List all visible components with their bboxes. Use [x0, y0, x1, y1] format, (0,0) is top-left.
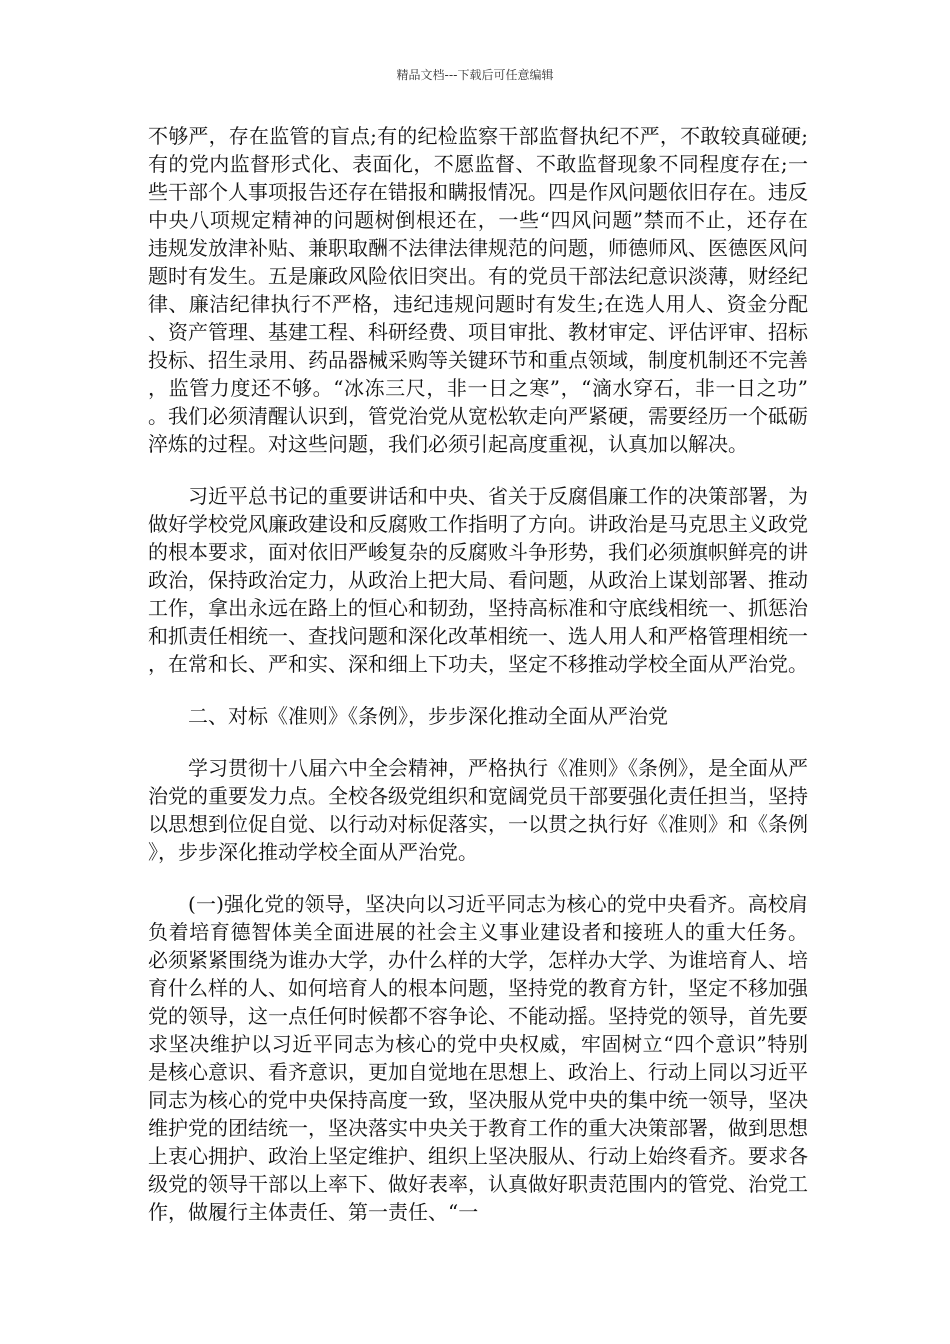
paragraph-continued: 不够严，存在监管的盲点;有的纪检监察干部监督执纪不严，不敢较真碰硬;有的党内监督形式化、表面化，不愿监督、不敢监督现象不同程度存在;一些干部个人事项报告还存在错报和瞒报情况。四是作风问题依旧存在。违反中央八项规定精神的问题树倒根还在，一些“四风问题”禁而不止，还存在违规发放津补贴、兼职取酬不法律法律规范的问题，师德师风、医德医风问题时有发生。五是廉政风险依旧突出。有的党员干部法纪意识淡薄，财经纪律、廉洁纪律执行不严格，违纪违规问题时有发生;在选人用人、资金分配、资产管理、基建工程、科研经费、项目审批、教材审定、评估评审、招标投标、招生录用、药品器械采购等关键环节和重点领域，制度机制还不完善，监管力度还不够。“冰冻三尺，非一日之寒”，“滴水穿石，非一日之功”。我们必须清醒认识到，管党治党从宽松软走向严紧硬，需要经历一个砥砺淬炼的过程。对这些问题，我们必须引起高度重视，认真加以解决。 [148, 124, 808, 456]
section-heading: 二、对标《准则》《条例》，步步深化推动全面从严治党 [188, 704, 668, 728]
document-body [148, 122, 808, 1250]
paragraph: 学习贯彻十八届六中全会精神，严格执行《准则》《条例》，是全面从严治党的重要发力点。全校各级党组织和宽阔党员干部要强化责任担当，坚持以思想到位促自觉、以行动对标促落实，一以贯之执行好《准则》和《条例》，步步深化推动学校全面从严治党。 [148, 756, 808, 864]
paragraph: (一)强化党的领导，坚决向以习近平同志为核心的党中央看齐。高校肩负着培育德智体美全面进展的社会主义事业建设者和接班人的重大任务。 必须紧紧围绕为谁办大学，办什么样的大学，怎样办大学、为谁培育人、培育什么样的人、如何培育人的根本问题，坚持党的教育方针，坚定不移加强党的领导，这一点任何时候都不容争论、不能动摇。坚持党的领导，首先要求坚决维护以习近平同志为核心的党中央权威，牢固树立“四个意识”特别是核心意识、看齐意识，更加自觉地在思想上、政治上、行动上同以习近平同志为核心的党中央保持高度一致，坚决服从党中央的集中统一领导，坚决维护党的团结统一，坚决落实中央关于教育工作的重大决策部署，做到思想上衷心拥护、政治上坚定维护、组织上坚决服从、行动上始终看齐。要求各级党的领导干部以上率下、做好表率，认真做好职责范围内的管党、治党工作，做履行主体责任、第一责任、“一 [148, 892, 808, 1224]
page-header: 精品文档---下载后可任意编辑 [396, 68, 554, 82]
paragraph: 习近平总书记的重要讲话和中央、省关于反腐倡廉工作的决策部署，为做好学校党风廉政建设和反腐败工作指明了方向。讲政治是马克思主义政党的根本要求，面对依旧严峻复杂的反腐败斗争形势，我们必须旗帜鲜亮的讲政治，保持政治定力，从政治上把大局、看问题，从政治上谋划部署、推动工作，拿出永远在路上的恒心和韧劲，坚持高标准和守底线相统一、抓惩治和抓责任相统一、查找问题和深化改革相统一、选人用人和严格管理相统一，在常和长、严和实、深和细上下功夫，坚定不移推动学校全面从严治党。 [148, 484, 808, 676]
